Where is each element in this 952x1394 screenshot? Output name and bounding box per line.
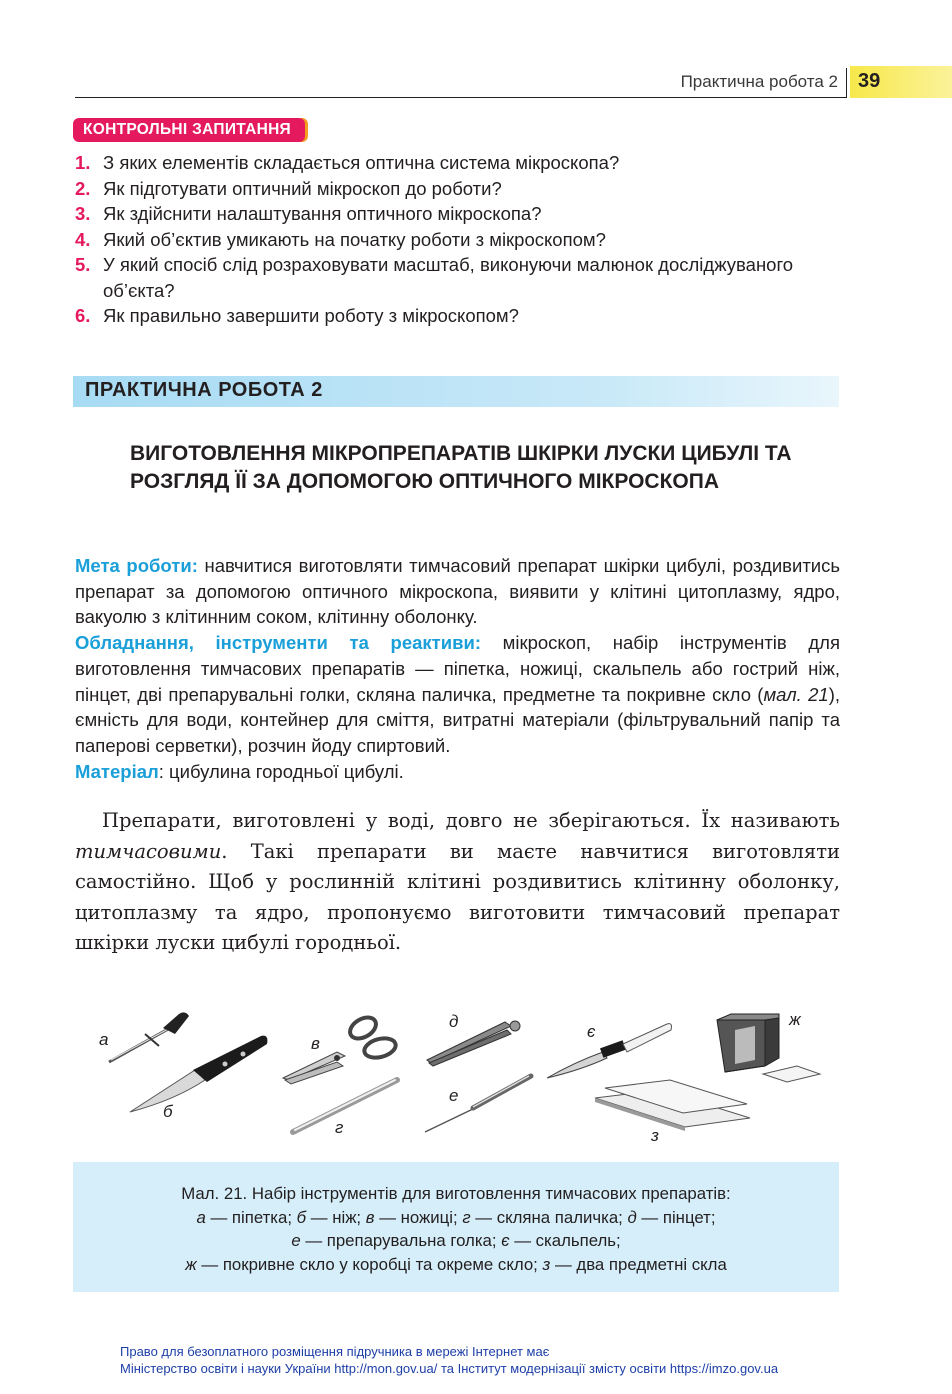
figure-letter-z: з — [651, 1126, 659, 1145]
caption-line: Мал. 21. Набір інструментів для виготовлення тимчасових препаратів: — [181, 1184, 731, 1203]
question-item: 2. Як підготувати оптичний мікроскоп до роботи? — [75, 177, 502, 199]
glass-rod-drawing — [293, 1080, 397, 1132]
material-label: Матеріал — [75, 760, 159, 782]
equipment-paragraph: Обладнання, інструменти та реактиви: мікроскоп, набір інструментів для виготовлення тимчасових препаратів — піпетка, ножиці, скальпель або гострий ніж, пінцет, дві препарувальні голки, скляна паличка, предметне та покривне скло (мал. 21), ємність для води, контейнер для сміття, витратні матеріали (фільтрувальний папір та паперові серветки), розчин йоду спиртовий. — [75, 632, 840, 756]
emphasis-term: тимчасовими — [75, 839, 222, 863]
caption-line: е — препарувальна голка; є — скальпель; — [291, 1231, 621, 1250]
instruments-figure — [75, 1000, 840, 1160]
figure-letter-a: а — [99, 1030, 109, 1049]
figure-reference: мал. 21 — [763, 683, 829, 705]
running-header: Практична робота 2 — [680, 72, 838, 91]
header-rule — [75, 97, 847, 98]
footer-line: Міністерство освіти і науки України http://mon.gov.ua/ та Інститут модернізації змісту освіти https://imzo.gov.ua — [120, 1360, 779, 1376]
scissors-drawing — [283, 1013, 398, 1084]
equipment-label: Обладнання, інструменти та реактиви: — [75, 632, 481, 654]
figure-letter-ye: є — [587, 1022, 596, 1041]
figure-letter-e: е — [449, 1086, 459, 1105]
practical-work-title: ВИГОТОВЛЕННЯ МІКРОПРЕПАРАТІВ ШКІРКИ ЛУСКИ ЦИБУЛІ ТА РОЗГЛЯД ЇЇ ЗА ДОПОМОГОЮ ОПТИЧНОГО МІКРОСКОПА — [130, 442, 792, 493]
figure-letter-zh: ж — [789, 1010, 801, 1029]
goal-paragraph: Мета роботи: навчитися виготовляти тимчасовий препарат шкірки цибулі, роздивитись препарат за допомогою оптичного мікроскопа, виявити у клітині цитоплазму, ядро, вакуолю з клітинним соком, клітинну оболонку. — [75, 555, 841, 628]
work-description — [75, 553, 840, 784]
material-paragraph: Матеріал: цибулина городньої цибулі. — [75, 760, 404, 782]
control-questions-list — [75, 150, 845, 329]
footer-line: Право для безоплатного розміщення підручника в мережі Інтернет має — [120, 1344, 550, 1359]
practical-work-label: ПРАКТИЧНА РОБОТА 2 — [85, 379, 323, 401]
coverslip-box-drawing — [717, 1014, 820, 1082]
tweezers-drawing — [427, 1021, 520, 1066]
goal-label: Мета роботи: — [75, 555, 198, 576]
knife-drawing — [130, 1036, 267, 1112]
question-item: 6. Як правильно завершити роботу з мікроскопом? — [75, 305, 519, 326]
caption-line: ж — покривне скло у коробці та окреме скло; з — два предметні скла — [185, 1254, 727, 1274]
question-item: 4. Який об’єктив умикають на початку роботи з мікроскопом? — [75, 228, 606, 250]
intro-paragraph: Препарати, виготовлені у воді, довго не зберігаються. Їх називають тимчасовими. Такі препарати ви маєте навчитися виготовляти самостійно. Щоб у рослинній клітині роздивитись клітинну оболонку, цитоплазму та ядро, пропонуємо виготовити тимчасовий препарат шкірки луски цибулі городньої. — [75, 809, 840, 954]
pipette-drawing — [109, 1012, 189, 1062]
question-item: 1. З яких елементів складається оптична система мікроскопа? — [75, 152, 620, 173]
copyright-footer — [120, 1344, 778, 1377]
figure-caption — [73, 1182, 839, 1276]
scalpel-drawing — [547, 1024, 672, 1078]
control-questions-badge: КОНТРОЛЬНІ ЗАПИТАННЯ — [73, 118, 305, 142]
question-item: 5. У який спосіб слід розраховувати масштаб, виконуючи малюнок досліджуваного об’єкта? — [75, 254, 794, 301]
page-number: 39 — [858, 70, 881, 92]
figure-letter-h: г — [335, 1118, 344, 1137]
caption-line: а — піпетка; б — ніж; в — ножиці; г — скляна паличка; д — пінцет; — [196, 1207, 716, 1227]
glass-slides-drawing — [595, 1080, 750, 1131]
header-separator — [846, 68, 847, 98]
figure-letter-b: б — [163, 1102, 173, 1121]
figure-letter-v: в — [311, 1034, 320, 1053]
question-item: 3. Як здійснити налаштування оптичного мікроскопа? — [75, 203, 542, 224]
figure-letter-d: д — [449, 1012, 459, 1031]
dissecting-needle-drawing — [425, 1076, 531, 1132]
